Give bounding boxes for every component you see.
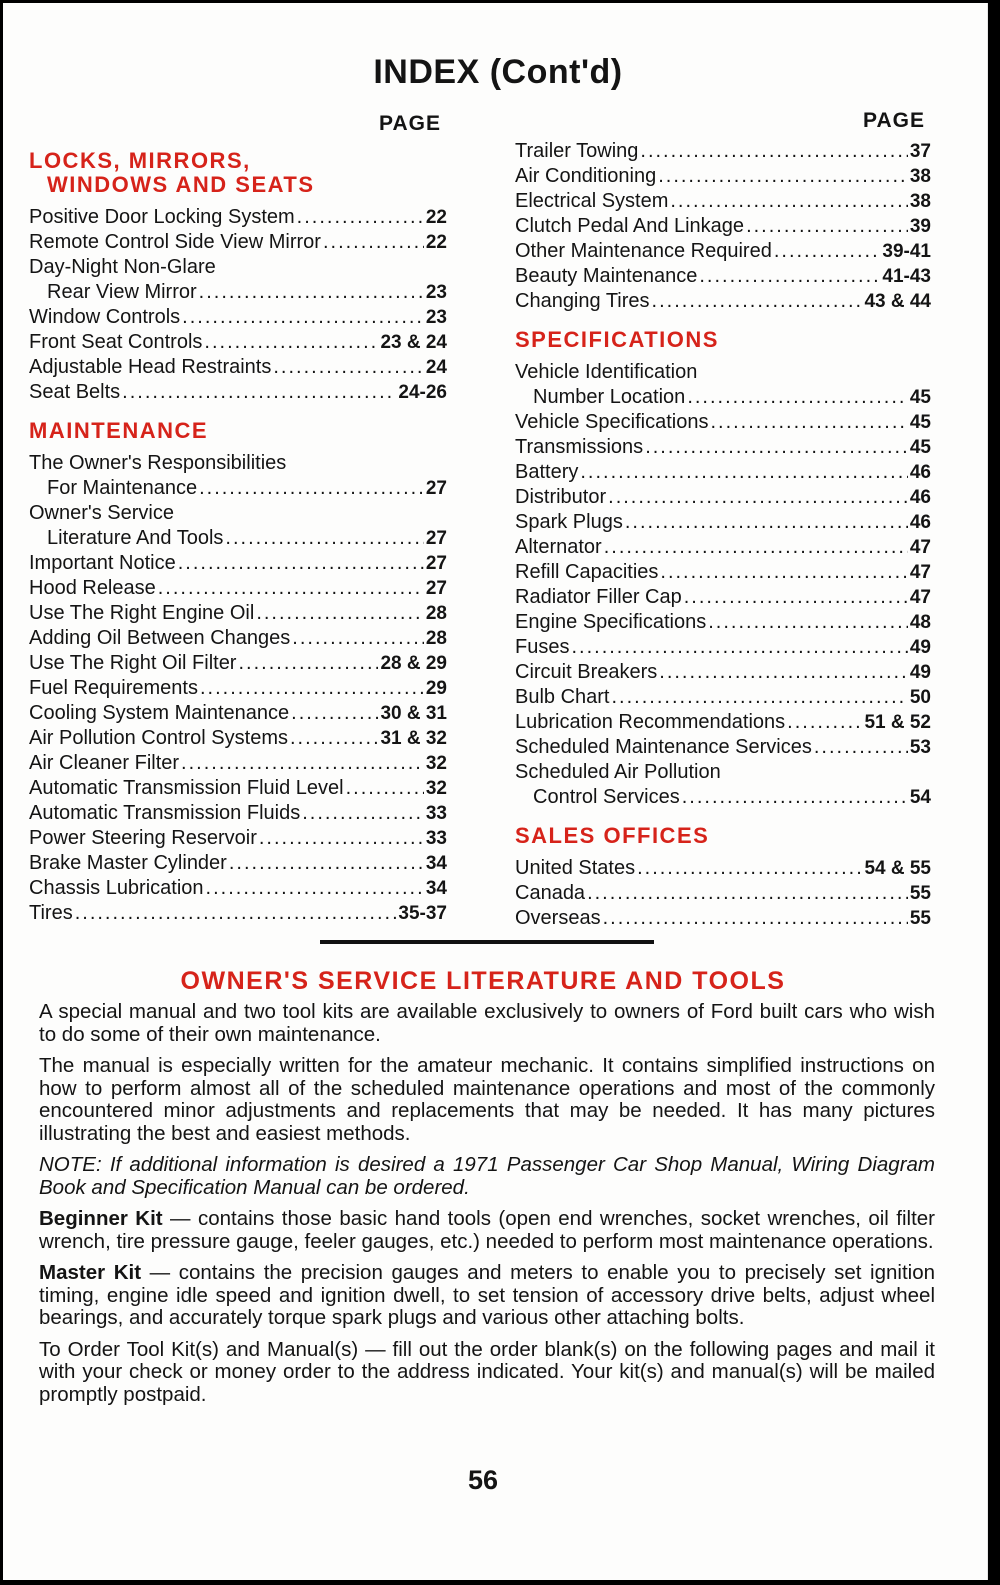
index-entry-page: 47	[909, 537, 931, 558]
index-entry-label: Adjustable Head Restraints	[29, 356, 272, 378]
index-entry-label: Trailer Towing	[515, 140, 639, 162]
index-entry-label-continued: Rear View Mirror	[47, 281, 197, 303]
index-entry-page: 46	[909, 487, 931, 508]
dot-leader	[199, 476, 424, 501]
index-entry-label: Use The Right Engine Oil	[29, 602, 255, 624]
index-entry	[29, 576, 447, 601]
index-entry-page: 50	[909, 687, 931, 708]
index-entry-page: 35-37	[398, 903, 447, 924]
dot-leader	[612, 685, 908, 710]
index-section	[29, 149, 447, 405]
index-entry	[29, 380, 447, 405]
index-entry-label: Chassis Lubrication	[29, 877, 204, 899]
index-entry-page: 47	[909, 587, 931, 608]
dot-leader	[710, 410, 907, 435]
note-paragraph: NOTE: If additional information is desired a 1971 Passenger Car Shop Manual, Wiring Diagram Book and Specification Manual can be ordered.	[39, 1153, 935, 1199]
dot-leader	[658, 164, 908, 189]
index-entry-page: 22	[425, 207, 447, 228]
index-entry-page: 22	[425, 232, 447, 253]
index-entry-label: Overseas	[515, 907, 601, 929]
index-section	[515, 139, 931, 314]
index-entry	[515, 460, 931, 485]
index-entry-page: 37	[909, 141, 931, 162]
index-entry	[29, 851, 447, 876]
index-entry-label: Remote Control Side View Mirror	[29, 231, 321, 253]
dot-leader	[297, 205, 424, 230]
dot-leader	[659, 660, 908, 685]
index-entry-page: 55	[909, 908, 931, 929]
index-entry-label: Radiator Filler Cap	[515, 586, 682, 608]
index-entry-label-continued: For Maintenance	[47, 477, 198, 499]
index-entry-page: 27	[425, 578, 447, 599]
index-entry	[515, 610, 931, 635]
index-entry-label: Cooling System Maintenance	[29, 702, 290, 724]
index-entry-label: Owner's Service	[29, 502, 174, 524]
dot-leader	[670, 189, 907, 214]
index-entry	[515, 710, 931, 735]
index-entry-label: Alternator	[515, 536, 602, 558]
index-entry-label: Lubrication Recommendations	[515, 711, 786, 733]
index-entry-page: 38	[909, 166, 931, 187]
index-entry-label: Other Maintenance Required	[515, 240, 772, 262]
index-entry-label: Fuses	[515, 636, 570, 658]
index-entry-page: 33	[425, 803, 447, 824]
index-entry	[515, 385, 931, 410]
index-entry	[515, 906, 931, 931]
service-literature-body	[39, 1001, 935, 1415]
index-entry	[29, 801, 447, 826]
index-entry-page: 55	[909, 883, 931, 904]
index-entry-label: Hood Release	[29, 577, 156, 599]
index-entry-label: Spark Plugs	[515, 511, 623, 533]
dot-leader	[206, 876, 424, 901]
dot-leader	[684, 585, 908, 610]
index-entry-page: 53	[909, 737, 931, 758]
dot-leader	[580, 460, 908, 485]
index-entry-page: 51 & 52	[864, 712, 931, 733]
dot-leader	[199, 280, 424, 305]
index-entry	[515, 164, 931, 189]
index-entry-label-continued: Number Location	[533, 386, 686, 408]
index-entry	[515, 535, 931, 560]
index-entry	[29, 726, 447, 751]
dot-leader	[625, 510, 908, 535]
index-entry-page: 54	[909, 787, 931, 808]
index-entry	[515, 685, 931, 710]
index-entry	[515, 585, 931, 610]
index-entry	[29, 626, 447, 651]
index-entry	[515, 856, 931, 881]
dot-leader	[178, 551, 424, 576]
left-page-column-header: PAGE	[379, 112, 441, 135]
dot-leader	[660, 560, 907, 585]
index-entry-label: Power Steering Reservoir	[29, 827, 257, 849]
index-entry-label: Positive Door Locking System	[29, 206, 295, 228]
index-entry-page: 32	[425, 753, 447, 774]
section-heading: MAINTENANCE	[29, 418, 209, 443]
index-entry-page: 27	[425, 528, 447, 549]
index-entry-label: Bulb Chart	[515, 686, 610, 708]
manual-paragraph: The manual is especially written for the amateur mechanic. It contains simplified instructions on how to perform almost all of the scheduled maintenance operations and most of the commonly encountered minor adjustments and replacements that may be needed. It has many pictures illustrating the best and easiest methods.	[39, 1054, 935, 1145]
dot-leader	[587, 881, 908, 906]
index-entry	[515, 264, 931, 289]
index-entry-label: Front Seat Controls	[29, 331, 203, 353]
index-entry-page: 31 & 32	[380, 728, 447, 749]
index-entry-label-continued: Control Services	[533, 786, 680, 808]
dot-leader	[604, 535, 908, 560]
index-entry-label: Air Pollution Control Systems	[29, 727, 288, 749]
index-entry-page: 43 & 44	[864, 291, 931, 312]
index-entry	[29, 305, 447, 330]
dot-leader	[652, 289, 863, 314]
index-entry	[29, 901, 447, 926]
dot-leader	[699, 264, 880, 289]
index-entry	[515, 635, 931, 660]
dot-leader	[200, 676, 424, 701]
index-entry-label: Canada	[515, 882, 586, 904]
index-entry-label: United States	[515, 857, 636, 879]
index-entry	[515, 735, 931, 760]
index-entry-label: Vehicle Specifications	[515, 411, 709, 433]
index-entry	[515, 214, 931, 239]
index-entry-page: 24	[425, 357, 447, 378]
index-entry	[515, 410, 931, 435]
dot-leader	[204, 330, 378, 355]
index-entry-page: 46	[909, 462, 931, 483]
index-left-column	[29, 149, 447, 926]
index-entry	[29, 701, 447, 726]
index-entry-label: Refill Capacities	[515, 561, 659, 583]
index-entry-label: Vehicle Identification	[515, 361, 698, 383]
master-kit-paragraph	[39, 1262, 935, 1330]
index-entry-page: 39	[909, 216, 931, 237]
index-entry	[515, 785, 931, 810]
index-entry-page: 23	[425, 282, 447, 303]
order-paragraph: To Order Tool Kit(s) and Manual(s) — fill out the order blank(s) on the following pages and mail it with your check or money order to the address indicated. Your kit(s) and manual(s) will be mailed promptly postpaid.	[39, 1337, 935, 1406]
dot-leader	[290, 726, 378, 751]
index-entry-page: 49	[909, 637, 931, 658]
dot-leader	[608, 485, 908, 510]
index-entry-label: Battery	[515, 461, 579, 483]
index-entry-page: 33	[425, 828, 447, 849]
beginner-kit-label: Beginner Kit	[39, 1207, 163, 1230]
index-entry-label: Scheduled Maintenance Services	[515, 736, 812, 758]
index-section	[29, 419, 447, 926]
index-entry-label: Clutch Pedal And Linkage	[515, 215, 745, 237]
index-entry-label-continued: Literature And Tools	[47, 527, 224, 549]
index-entry-page: 47	[909, 562, 931, 583]
index-entry-label: Window Controls	[29, 306, 181, 328]
index-entry-page: 49	[909, 662, 931, 683]
index-entry-page: 34	[425, 853, 447, 874]
index-entry-page: 45	[909, 437, 931, 458]
index-entry	[29, 280, 447, 305]
index-entry-page: 54 & 55	[864, 858, 931, 879]
index-entry-label: Seat Belts	[29, 381, 121, 403]
index-entry-label: Beauty Maintenance	[515, 265, 698, 287]
index-entry-label: Circuit Breakers	[515, 661, 658, 683]
dot-leader	[181, 751, 424, 776]
right-page-column-header: PAGE	[863, 109, 925, 132]
page-number: 56	[467, 1465, 499, 1495]
index-entry-label: Automatic Transmission Fluids	[29, 802, 301, 824]
index-entry	[515, 289, 931, 314]
intro-paragraph: A special manual and two tool kits are available exclusively to owners of Ford built cars who wish to do some of their own maintenance.	[39, 1000, 935, 1046]
index-entry	[29, 230, 447, 255]
index-entry-label: Transmissions	[515, 436, 644, 458]
dot-leader	[645, 435, 908, 460]
index-entry	[29, 551, 447, 576]
beginner-kit-text: — contains those basic hand tools (open end wrenches, socket wrenches, oil filter wrench, tire pressure gauge, feeler gauges, etc.) needed to perform most maintenance operations.	[39, 1207, 935, 1253]
master-kit-text: — contains the precision gauges and meters to enable you to precisely set ignition timing, engine idle speed and ignition dwell, to set tension of accessory drive belts, adjust wheel bearings, and accurately torque spark plugs and various other attaching bolts.	[39, 1261, 936, 1329]
index-entry-label: Changing Tires	[515, 290, 650, 312]
index-entry	[515, 660, 931, 685]
index-entry-page: 41-43	[882, 266, 931, 287]
dot-leader	[814, 735, 908, 760]
index-entry-page: 48	[909, 612, 931, 633]
manual-page	[3, 3, 988, 1580]
dot-leader	[571, 635, 907, 660]
index-entry-page: 28	[425, 603, 447, 624]
beginner-kit-paragraph	[39, 1208, 935, 1253]
index-entry-label: Distributor	[515, 486, 607, 508]
index-entry-label: Air Cleaner Filter	[29, 752, 180, 774]
index-entry-page: 23	[425, 307, 447, 328]
dot-leader	[259, 826, 424, 851]
dot-leader	[302, 801, 424, 826]
index-right-column	[515, 139, 931, 931]
dot-leader	[774, 239, 881, 264]
index-entry-page: 30 & 31	[380, 703, 447, 724]
index-section	[515, 824, 931, 931]
dot-leader	[75, 901, 397, 926]
index-entry	[29, 601, 447, 626]
dot-leader	[603, 906, 908, 931]
index-entry-page: 32	[425, 778, 447, 799]
section-heading: SALES OFFICES	[515, 823, 710, 848]
index-entry-page: 28 & 29	[380, 653, 447, 674]
dot-leader	[637, 856, 862, 881]
dot-leader	[229, 851, 424, 876]
index-entry	[515, 510, 931, 535]
dot-leader	[256, 601, 424, 626]
index-entry	[29, 826, 447, 851]
index-entry	[29, 526, 447, 551]
dot-leader	[746, 214, 908, 239]
dot-leader	[708, 610, 908, 635]
index-entry-page: 27	[425, 478, 447, 499]
index-entry-page: 39-41	[882, 241, 931, 262]
dot-leader	[122, 380, 396, 405]
section-heading: LOCKS, MIRRORS,	[29, 148, 251, 173]
index-entry-label: Use The Right Oil Filter	[29, 652, 237, 674]
index-entry	[29, 776, 447, 801]
master-kit-label: Master Kit	[39, 1261, 142, 1284]
dot-leader	[291, 701, 378, 726]
index-entry-page: 45	[909, 387, 931, 408]
index-entry-label: Day-Night Non-Glare	[29, 256, 216, 278]
index-entry-page: 38	[909, 191, 931, 212]
index-entry-label: Important Notice	[29, 552, 176, 574]
index-entry	[29, 676, 447, 701]
dot-leader	[225, 526, 423, 551]
index-entry-label: Electrical System	[515, 190, 669, 212]
index-entry-page: 34	[425, 878, 447, 899]
index-entry	[515, 435, 931, 460]
dot-leader	[323, 230, 424, 255]
index-entry-label: Brake Master Cylinder	[29, 852, 227, 874]
index-entry	[515, 560, 931, 585]
page-title: INDEX (Cont'd)	[373, 53, 623, 91]
index-entry-page: 46	[909, 512, 931, 533]
dot-leader	[787, 710, 862, 735]
index-entry-page: 23 & 24	[380, 332, 447, 353]
index-entry	[29, 330, 447, 355]
index-entry	[29, 751, 447, 776]
index-entry-page: 28	[425, 628, 447, 649]
index-entry	[29, 876, 447, 901]
dot-leader	[273, 355, 424, 380]
index-entry	[29, 476, 447, 501]
section-heading: WINDOWS AND SEATS	[47, 172, 315, 197]
section-heading: SPECIFICATIONS	[515, 327, 719, 352]
index-entry-page: 27	[425, 553, 447, 574]
index-entry	[29, 355, 447, 380]
index-entry	[515, 239, 931, 264]
index-entry	[515, 139, 931, 164]
dot-leader	[158, 576, 424, 601]
index-entry-page: 24-26	[398, 382, 447, 403]
index-entry-label: The Owner's Responsibilities	[29, 452, 287, 474]
index-entry-page: 45	[909, 412, 931, 433]
index-entry-label: Adding Oil Between Changes	[29, 627, 291, 649]
dot-leader	[182, 305, 424, 330]
dot-leader	[687, 385, 908, 410]
service-literature-heading: OWNER'S SERVICE LITERATURE AND TOOLS	[180, 967, 786, 995]
index-entry	[515, 485, 931, 510]
dot-leader	[682, 785, 908, 810]
index-entry-label: Fuel Requirements	[29, 677, 198, 699]
index-entry	[515, 189, 931, 214]
index-entry-label: Air Conditioning	[515, 165, 657, 187]
index-section	[515, 328, 931, 810]
index-entry-page: 29	[425, 678, 447, 699]
dot-leader	[292, 626, 424, 651]
index-entry-label: Engine Specifications	[515, 611, 707, 633]
index-entry	[29, 205, 447, 230]
dot-leader	[640, 139, 907, 164]
index-entry-label: Scheduled Air Pollution	[515, 761, 721, 783]
index-entry-label: Tires	[29, 902, 73, 924]
section-divider	[320, 940, 654, 944]
index-entry	[29, 651, 447, 676]
index-entry	[515, 881, 931, 906]
index-entry-label: Automatic Transmission Fluid Level	[29, 777, 344, 799]
dot-leader	[346, 776, 424, 801]
dot-leader	[238, 651, 378, 676]
